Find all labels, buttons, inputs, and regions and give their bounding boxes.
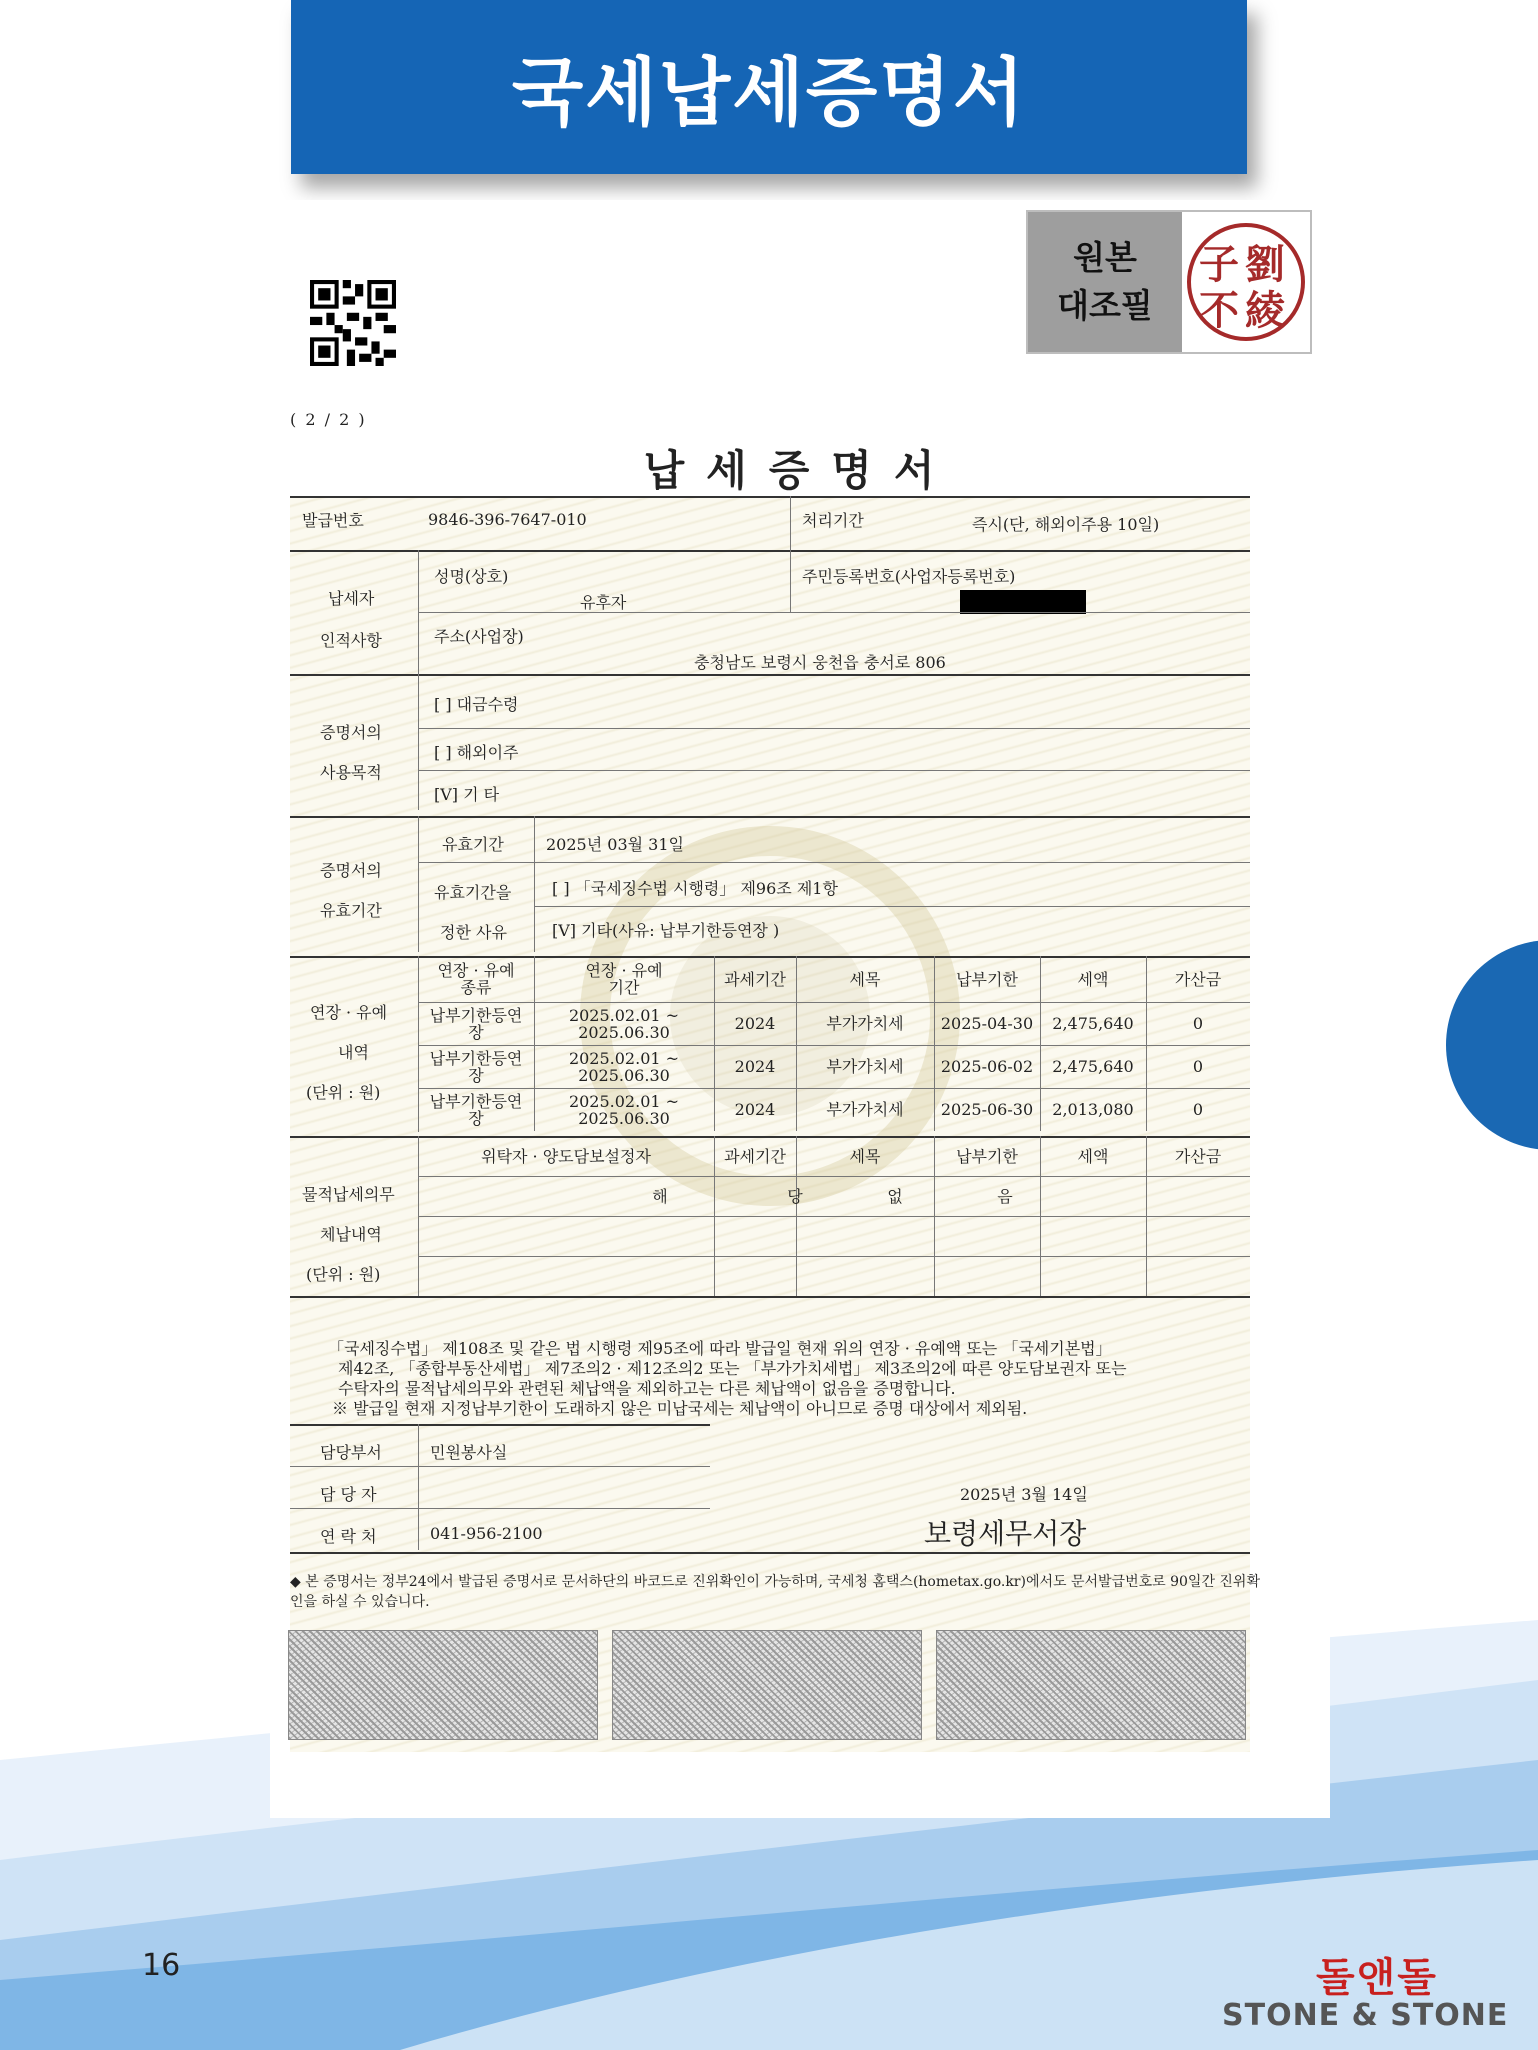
ext-header-2: 과세기간 bbox=[724, 969, 786, 989]
stamp-label-line1: 원본 bbox=[1073, 238, 1137, 277]
issuer-name: 보령세무서장 bbox=[924, 1517, 1087, 1550]
ext-row-2-tax_period: 2024 bbox=[734, 1100, 776, 1119]
ext-row-0-due: 2025-04-30 bbox=[940, 1014, 1034, 1033]
document-title: 납세증명서 bbox=[643, 446, 957, 495]
valid-period-label: 유효기간 bbox=[442, 835, 504, 854]
ext-row-1-item: 부가가치세 bbox=[826, 1057, 904, 1076]
ext-row-2-penalty: 0 bbox=[1192, 1100, 1204, 1119]
valid-reason-2: [V] 기타(사유: 납부기한등연장 ) bbox=[552, 921, 780, 940]
valid-reason-label-2: 정한 사유 bbox=[440, 923, 507, 942]
processing-label: 처리기간 bbox=[802, 511, 864, 530]
ext-row-2-period: 2025.02.01 ~ 2025.06.30 bbox=[568, 1091, 680, 1128]
verification-barcode-2 bbox=[612, 1630, 922, 1740]
cert-line-2: 제42조, 「종합부동산세법」 제7조의2 · 제12조의2 또는 「부가가치세법」 제3조의2에 따른 양도담보권자 또는 bbox=[338, 1359, 1127, 1378]
cert-line-3: 수탁자의 물적납세의무와 관련된 체납액을 제외하고는 다른 체납액이 없음을 증명합니다. bbox=[338, 1379, 956, 1398]
address-label: 주소(사업장) bbox=[434, 627, 524, 646]
processing-value: 즉시(단, 해외이주용 10일) bbox=[972, 515, 1160, 534]
person-label: 담 당 자 bbox=[320, 1485, 377, 1504]
taxpayer-info-label: 인적사항 bbox=[320, 631, 382, 650]
ext-header-1: 연장 · 유예 기간 bbox=[585, 961, 663, 997]
redacted-resident-no bbox=[960, 590, 1086, 614]
verification-barcode-3 bbox=[936, 1630, 1246, 1740]
name-label: 성명(상호) bbox=[434, 567, 509, 586]
ext-row-1-period: 2025.02.01 ~ 2025.06.30 bbox=[568, 1048, 680, 1085]
original-certified-stamp bbox=[1026, 210, 1312, 354]
stamp-label-line2: 대조필 bbox=[1057, 286, 1153, 325]
validity-label-1: 증명서의 bbox=[320, 861, 382, 880]
ext-label-3: (단위 : 원) bbox=[306, 1083, 381, 1102]
issue-date: 2025년 3월 14일 bbox=[960, 1485, 1088, 1504]
certificate-form bbox=[290, 496, 1250, 1752]
ext-header-5: 세액 bbox=[1077, 969, 1109, 989]
prop-header-4: 세액 bbox=[1077, 1146, 1109, 1166]
ext-header-6: 가산금 bbox=[1174, 969, 1222, 989]
purpose-label-2: 사용목적 bbox=[320, 763, 382, 782]
prop-label-1: 물적납세의무 bbox=[302, 1185, 395, 1204]
issue-no-value: 9846-396-7647-010 bbox=[428, 510, 587, 529]
prop-header-3: 납부기한 bbox=[956, 1146, 1018, 1166]
qr-code-icon bbox=[310, 280, 396, 366]
verification-barcode-1 bbox=[288, 1630, 598, 1740]
cert-line-4: ※ 발급일 현재 지정납부기한이 도래하지 않은 미납국세는 체납액이 아니므로 증명 대상에서 제외됨. bbox=[332, 1399, 1028, 1418]
ext-row-2-type: 납부기한등연 장 bbox=[429, 1091, 523, 1128]
prop-label-2: 체납내역 bbox=[320, 1225, 382, 1244]
ext-header-0: 연장 · 유예 종류 bbox=[437, 961, 515, 997]
ext-row-1-tax_period: 2024 bbox=[734, 1057, 776, 1076]
issue-no-label: 발급번호 bbox=[302, 511, 364, 530]
company-logo-english: STONE & STONE bbox=[1222, 1998, 1509, 2033]
contact-value: 041-956-2100 bbox=[430, 1524, 543, 1543]
ext-row-0-penalty: 0 bbox=[1192, 1014, 1204, 1033]
ext-row-2-amount: 2,013,080 bbox=[1052, 1100, 1134, 1119]
purpose-item-other: [V] 기 타 bbox=[434, 785, 500, 804]
prop-header-1: 과세기간 bbox=[724, 1146, 786, 1166]
ext-row-0-type: 납부기한등연 장 bbox=[429, 1005, 523, 1042]
page-number: 16 bbox=[142, 1948, 181, 1983]
red-seal-icon: 子 劉 不 綾 bbox=[1187, 223, 1305, 341]
ext-row-0-tax_period: 2024 bbox=[734, 1014, 776, 1033]
ext-row-1-due: 2025-06-02 bbox=[940, 1057, 1034, 1076]
banner-title: 국세납세증명서 bbox=[511, 50, 1027, 136]
verification-footnote: ◆ 본 증명서는 정부24에서 발급된 증명서로 문서하단의 바코드로 진위확인이 가능하며, 국세청 홈택스(hometax.go.kr)에서도 문서발급번호로 90일간 진위확인을 하실 수 있습니다. bbox=[290, 1574, 1260, 1610]
address-value: 충청남도 보령시 웅천읍 충서로 806 bbox=[694, 653, 946, 672]
decorative-blue-circle bbox=[1446, 940, 1538, 1150]
ext-header-3: 세목 bbox=[849, 969, 881, 989]
validity-label-2: 유효기간 bbox=[320, 901, 382, 920]
ext-row-2-item: 부가가치세 bbox=[826, 1100, 904, 1119]
prop-none-1: 당 bbox=[787, 1186, 803, 1206]
resident-no-label: 주민등록번호(사업자등록번호) bbox=[802, 567, 1016, 586]
ext-row-1-amount: 2,475,640 bbox=[1052, 1057, 1134, 1076]
tax-certificate-document bbox=[270, 200, 1330, 1818]
valid-reason-1: [ ] 「국세징수법 시행령」 제96조 제1항 bbox=[552, 879, 838, 898]
purpose-label-1: 증명서의 bbox=[320, 723, 382, 742]
purpose-item-emigration: [ ] 해외이주 bbox=[434, 743, 519, 762]
prop-none-3: 음 bbox=[997, 1186, 1013, 1206]
ext-row-1-penalty: 0 bbox=[1192, 1057, 1204, 1076]
dept-label: 담당부서 bbox=[320, 1443, 382, 1462]
ext-label-2: 내역 bbox=[338, 1043, 369, 1062]
company-logo-korean: 돌앤돌 bbox=[1316, 1955, 1438, 2001]
prop-none-0: 해 bbox=[652, 1186, 668, 1206]
purpose-item-payment: [ ] 대금수령 bbox=[434, 695, 519, 714]
ext-header-4: 납부기한 bbox=[956, 969, 1018, 989]
contact-label: 연 락 처 bbox=[320, 1527, 377, 1546]
title-banner bbox=[291, 0, 1247, 174]
prop-header-2: 세목 bbox=[849, 1146, 881, 1166]
ext-row-1-type: 납부기한등연 장 bbox=[429, 1048, 523, 1085]
stamp-label bbox=[1028, 212, 1182, 352]
page-indicator: ( 2 / 2 ) bbox=[290, 410, 367, 429]
seal-area bbox=[1182, 212, 1310, 352]
ext-label-1: 연장 · 유예 bbox=[310, 1003, 388, 1022]
dept-value: 민원봉사실 bbox=[430, 1443, 508, 1462]
cert-line-1: 「국세징수법」 제108조 및 같은 법 시행령 제95조에 따라 발급일 현재 위의 연장 · 유예액 또는 「국세기본법」 bbox=[328, 1339, 1112, 1358]
prop-header-5: 가산금 bbox=[1174, 1146, 1222, 1166]
prop-header-0: 위탁자 · 양도담보설정자 bbox=[481, 1146, 651, 1166]
name-value: 유후자 bbox=[580, 593, 627, 612]
ext-row-0-amount: 2,475,640 bbox=[1052, 1014, 1134, 1033]
prop-none-2: 없 bbox=[887, 1186, 903, 1206]
ext-row-0-item: 부가가치세 bbox=[826, 1014, 904, 1033]
valid-reason-label-1: 유효기간을 bbox=[434, 883, 512, 902]
prop-label-3: (단위 : 원) bbox=[306, 1265, 381, 1284]
ext-row-2-due: 2025-06-30 bbox=[940, 1100, 1034, 1119]
taxpayer-label: 납세자 bbox=[328, 589, 375, 608]
valid-period-value: 2025년 03월 31일 bbox=[546, 835, 684, 854]
ext-row-0-period: 2025.02.01 ~ 2025.06.30 bbox=[568, 1005, 680, 1042]
